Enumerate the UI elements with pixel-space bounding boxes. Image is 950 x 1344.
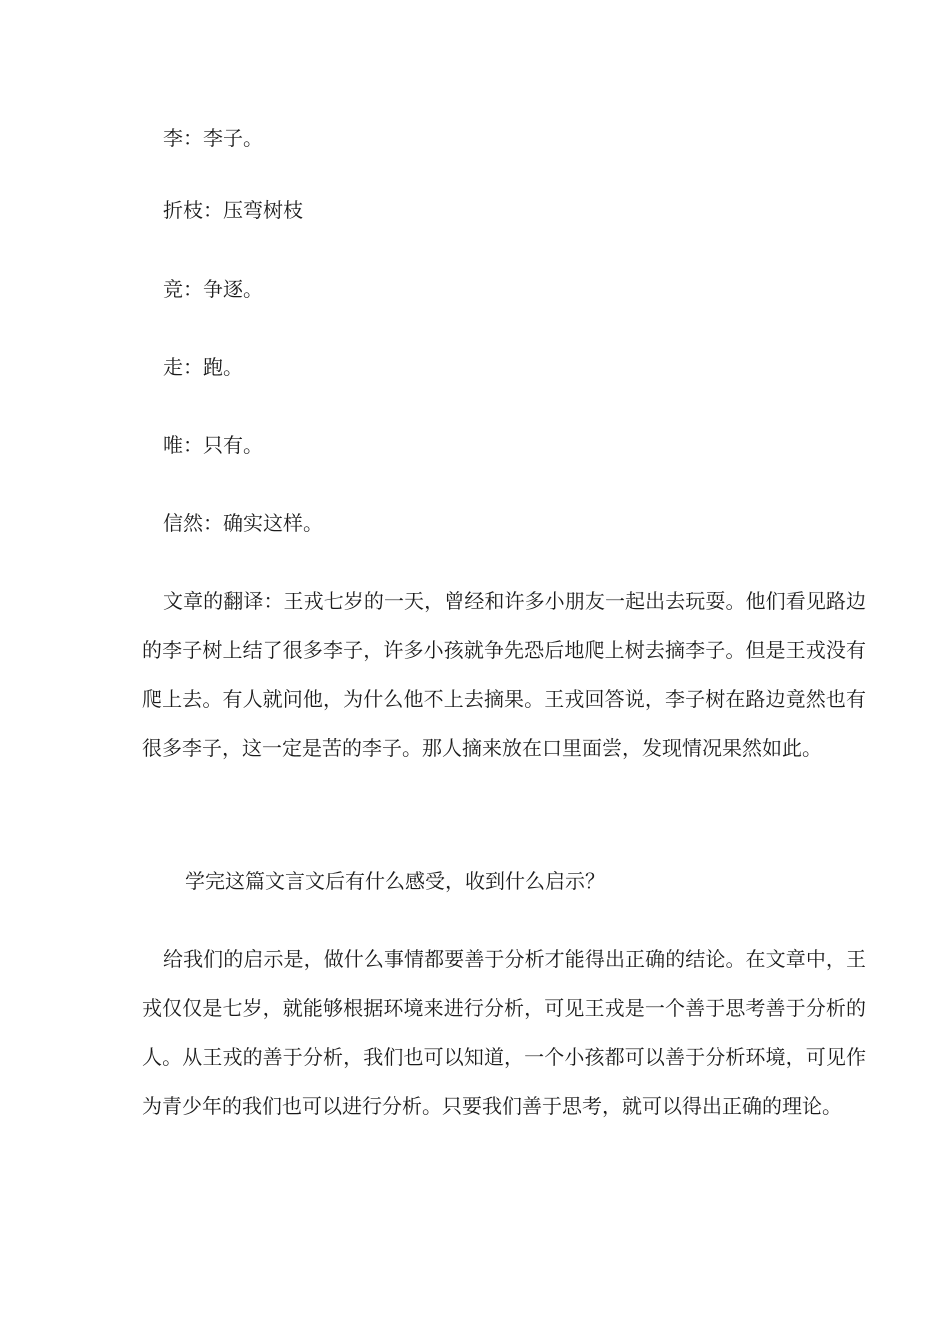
gloss-separator: ：: [183, 433, 203, 457]
gloss-entry: [163, 353, 243, 381]
gloss-separator: ：: [183, 126, 203, 150]
translation-paragraph: 文章的翻译：王戎七岁的一天，曾经和许多小朋友一起出去玩耍。他们看见路边的李子树上结了很多李子，许多小孩就争先恐后地爬上树去摘李子。但是王戎没有爬上去。有人就问他，为什么他不上去摘果。王戎回答说，李子树在路边竟然也有很多李子，这一定是苦的李子。那人摘来放在口里面尝，发现情况果然如此。: [142, 589, 866, 760]
gloss-entry: [163, 196, 303, 224]
gloss-entry: [163, 275, 263, 303]
gloss-meaning: 跑。: [203, 355, 243, 379]
gloss-separator: ：: [203, 198, 223, 222]
gloss-term: 李: [163, 126, 183, 150]
gloss-separator: ：: [183, 277, 203, 301]
gloss-meaning: 确实这样。: [223, 511, 323, 535]
gloss-entry: [163, 431, 263, 459]
gloss-term: 走: [163, 355, 183, 379]
gloss-entry: [163, 124, 263, 152]
gloss-meaning: 争逐。: [203, 277, 263, 301]
answer-paragraph: 给我们的启示是，做什么事情都要善于分析才能得出正确的结论。在文章中，王戎仅仅是七岁，就能够根据环境来进行分析，可见王戎是一个善于思考善于分析的人。从王戎的善于分析，我们也可以知道，一个小孩都可以善于分析环境，可见作为青少年的我们也可以进行分析。只要我们善于思考，就可以得出正确的理论。: [142, 947, 866, 1118]
gloss-meaning: 只有。: [203, 433, 263, 457]
gloss-meaning: 压弯树枝: [223, 198, 303, 222]
gloss-term: 唯: [163, 433, 183, 457]
gloss-term: 折枝: [163, 198, 203, 222]
gloss-term: 信然: [163, 511, 203, 535]
gloss-entry: [163, 509, 323, 537]
gloss-meaning: 李子。: [203, 126, 263, 150]
question-line: 学完这篇文言文后有什么感受，收到什么启示？: [185, 869, 605, 893]
gloss-separator: ：: [183, 355, 203, 379]
gloss-separator: ：: [203, 511, 223, 535]
gloss-term: 竞: [163, 277, 183, 301]
